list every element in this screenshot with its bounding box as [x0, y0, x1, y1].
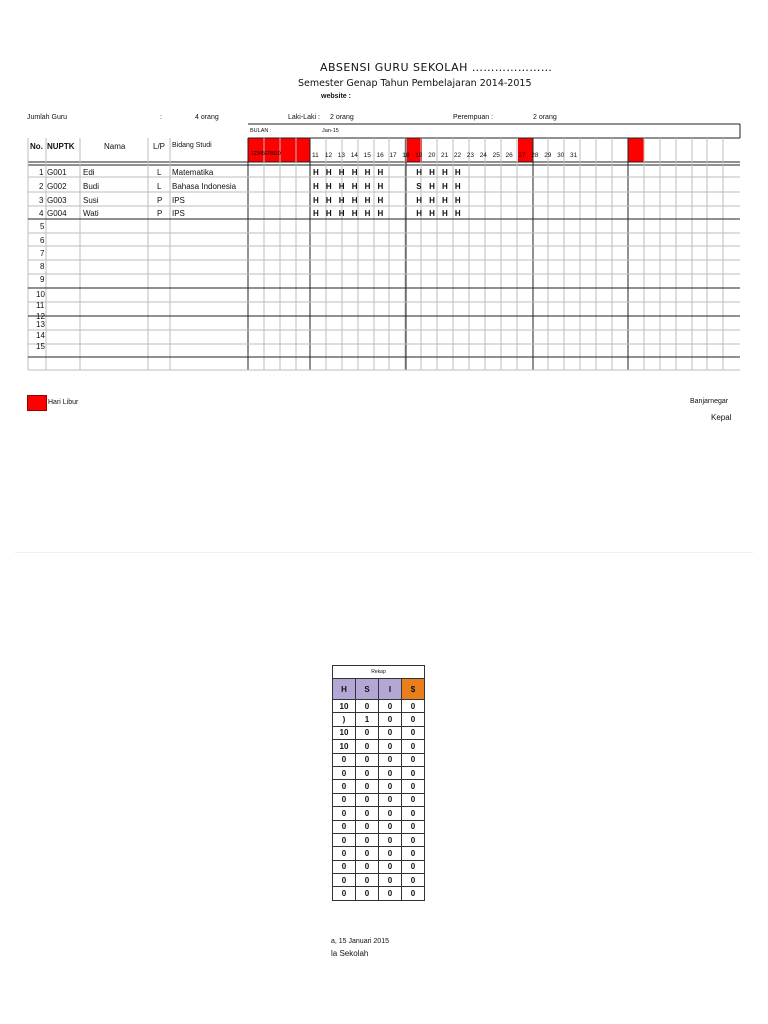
empty-row-number: 7: [40, 249, 45, 258]
day-number: 20: [428, 152, 436, 159]
attendance-mark: H: [377, 196, 384, 205]
rekap-cell: ): [333, 713, 356, 726]
rekap-row: [333, 700, 425, 713]
rekap-cell: 10: [333, 700, 356, 713]
rekap-cell: 0: [402, 820, 425, 833]
rekap-header-a: $: [402, 679, 425, 700]
jumlah-colon: :: [160, 114, 162, 121]
attendance-mark: H: [429, 196, 435, 205]
teacher-name: Susi: [83, 196, 99, 205]
day-number: 21: [441, 152, 449, 159]
teacher-nuptk: G002: [47, 182, 67, 191]
rekap-cell: 0: [333, 807, 356, 820]
attendance-mark: H: [313, 182, 319, 191]
attendance-mark: H: [325, 168, 332, 177]
rekap-cell: 0: [333, 793, 356, 806]
rekap-cell: 0: [379, 740, 402, 753]
signature-title: Kepal: [711, 413, 732, 422]
holiday-legend-swatch: [27, 395, 47, 411]
rekap-cell: 0: [379, 860, 402, 873]
attendance-mark: H: [442, 196, 448, 205]
attendance-mark: H: [325, 209, 332, 218]
attendance-mark: H: [313, 168, 319, 177]
teacher-subject: IPS: [172, 209, 185, 218]
rekap-header-h: H: [333, 679, 356, 700]
attendance-mark: H: [325, 182, 332, 191]
rekap-cell: 0: [402, 807, 425, 820]
rekap-cell: 0: [333, 820, 356, 833]
teacher-name: Edi: [83, 168, 95, 177]
rekap-row: [333, 766, 425, 779]
rekap-row: [333, 726, 425, 739]
attendance-mark: H: [454, 182, 461, 191]
day-number: 27: [518, 152, 526, 159]
rekap-cell: 0: [356, 887, 379, 900]
rekap-cell: 0: [402, 780, 425, 793]
teacher-gender: P: [157, 209, 163, 218]
page-subtitle: Semester Genap Tahun Pembelajaran 2014-2015: [298, 78, 532, 89]
row-number: 3: [39, 196, 44, 205]
laki-laki-label: Laki-Laki :: [288, 114, 320, 121]
rekap-caption: Rekap: [333, 666, 425, 679]
rekap-row: [333, 874, 425, 887]
rekap-cell: 0: [333, 780, 356, 793]
rekap-row: [333, 793, 425, 806]
rekap-cell: 0: [402, 753, 425, 766]
attendance-mark: H: [338, 209, 345, 218]
rekap-cell: 10: [333, 740, 356, 753]
attendance-mark: H: [429, 168, 435, 177]
rekap-cell: 0: [356, 847, 379, 860]
rekap-cell: 0: [379, 713, 402, 726]
rekap-row: [333, 713, 425, 726]
rekap-cell: 0: [333, 887, 356, 900]
col-header-bidang: Bidang Studi: [172, 142, 212, 149]
rekap-row: [333, 753, 425, 766]
page-separator: [15, 552, 753, 553]
rekap-cell: 0: [356, 700, 379, 713]
teacher-subject: IPS: [172, 196, 185, 205]
page-title: ABSENSI GURU SEKOLAH …………………: [320, 61, 553, 74]
rekap-row: [333, 780, 425, 793]
signature-place: Banjarnegar: [690, 398, 729, 405]
attendance-mark: H: [351, 168, 358, 177]
day-number: 31: [570, 152, 578, 159]
rekap-table: [332, 665, 425, 901]
rekap-cell: 0: [356, 740, 379, 753]
rekap-cell: 0: [379, 820, 402, 833]
attendance-mark: H: [364, 209, 371, 218]
day-number: 13: [337, 152, 346, 159]
rekap-row: [333, 860, 425, 873]
rekap-row: [333, 847, 425, 860]
rekap-row: [333, 833, 425, 846]
rekap-cell: 0: [379, 780, 402, 793]
day-number: 23: [466, 152, 475, 159]
teacher-gender: L: [157, 168, 162, 177]
rekap-cell: 0: [402, 833, 425, 846]
rekap-cell: 0: [402, 713, 425, 726]
attendance-mark: H: [454, 209, 461, 218]
attendance-mark: H: [338, 182, 345, 191]
day-number: 26: [505, 152, 513, 159]
attendance-mark: S: [416, 182, 422, 191]
day-number: 14: [350, 152, 358, 159]
day-number: 25: [492, 152, 500, 159]
attendance-mark: H: [454, 196, 461, 205]
rekap-cell: 0: [402, 740, 425, 753]
rekap-cell: 0: [402, 860, 425, 873]
holiday-block-extra: [628, 138, 644, 162]
col-header-nama: Nama: [104, 142, 126, 151]
attendance-mark: H: [416, 209, 422, 218]
rekap-cell: 0: [333, 847, 356, 860]
attendance-mark: H: [338, 196, 345, 205]
teacher-gender: L: [157, 182, 162, 191]
rekap-cell: 0: [379, 766, 402, 779]
day-number: 29: [544, 152, 552, 159]
empty-row-number: 13: [36, 320, 45, 329]
rekap-cell: 0: [333, 766, 356, 779]
attendance-mark: H: [454, 168, 461, 177]
rekap-cell: 0: [356, 807, 379, 820]
attendance-mark: H: [325, 196, 332, 205]
rekap-cell: 0: [333, 860, 356, 873]
attendance-mark: H: [364, 196, 371, 205]
col-header-nuptk: NUPTK: [47, 142, 75, 151]
days-1-to-10: 12345678910: [251, 151, 281, 157]
day-number: 24: [479, 152, 487, 159]
col-header-lp: L/P: [153, 142, 166, 151]
day-number: 18: [402, 152, 410, 159]
rekap-cell: 0: [333, 753, 356, 766]
teacher-name: Wati: [83, 209, 99, 218]
day-number: 17: [389, 152, 397, 159]
attendance-mark: H: [364, 182, 371, 191]
rekap-row: [333, 887, 425, 900]
empty-row-number: 5: [40, 222, 45, 231]
day-number: 28: [531, 152, 539, 159]
attendance-mark: H: [351, 209, 358, 218]
rekap-cell: 0: [356, 860, 379, 873]
rekap-cell: 0: [379, 874, 402, 887]
rekap-cell: 0: [356, 874, 379, 887]
empty-row-number: 12: [36, 312, 45, 321]
holiday-block-days-1-10: [248, 138, 310, 162]
jumlah-guru-value: 4 orang: [195, 114, 219, 121]
bulan-label: BULAN :: [250, 128, 272, 134]
rekap-cell: 0: [379, 700, 402, 713]
empty-row-number: 14: [36, 331, 45, 340]
rekap-cell: 0: [379, 887, 402, 900]
perempuan-label: Perempuan :: [453, 114, 494, 121]
attendance-mark: H: [442, 182, 448, 191]
rekap-cell: 0: [402, 766, 425, 779]
rekap-row: [333, 807, 425, 820]
day-number: 19: [415, 152, 423, 159]
teacher-subject: Matematika: [172, 168, 214, 177]
attendance-mark: H: [338, 168, 345, 177]
rekap-cell: 0: [402, 874, 425, 887]
rekap-header-s: S: [356, 679, 379, 700]
rekap-cell: 0: [356, 793, 379, 806]
rekap-cell: 0: [356, 780, 379, 793]
rekap-cell: 0: [402, 887, 425, 900]
attendance-mark: H: [364, 168, 371, 177]
day-number: 12: [324, 152, 333, 159]
row-number: 2: [39, 182, 44, 191]
jumlah-guru-label: Jumlah Guru: [27, 114, 68, 121]
day-number: 16: [376, 152, 384, 159]
rekap-cell: 0: [379, 726, 402, 739]
rekap-cell: 0: [333, 833, 356, 846]
empty-row-number: 11: [36, 301, 45, 310]
teacher-nuptk: G001: [47, 168, 67, 177]
website-label: website :: [321, 93, 351, 100]
attendance-mark: H: [416, 196, 422, 205]
attendance-mark: H: [442, 209, 448, 218]
rekap-cell: 10: [333, 726, 356, 739]
rekap-cell: 0: [402, 793, 425, 806]
empty-row-number: 6: [40, 236, 45, 245]
teacher-nuptk: G003: [47, 196, 67, 205]
empty-row-number: 15: [36, 342, 45, 351]
signature-date-bottom: a, 15 Januari 2015: [331, 938, 389, 945]
day-number: 15: [363, 152, 371, 159]
rekap-cell: 0: [379, 753, 402, 766]
row-number: 4: [39, 209, 44, 218]
attendance-mark: H: [351, 196, 358, 205]
rekap-cell: 0: [356, 820, 379, 833]
attendance-mark: H: [429, 209, 435, 218]
teacher-nuptk: G004: [47, 209, 67, 218]
rekap-cell: 0: [402, 847, 425, 860]
rekap-row: [333, 820, 425, 833]
rekap-cell: 0: [356, 766, 379, 779]
rekap-row: [333, 740, 425, 753]
rekap-cell: 0: [356, 833, 379, 846]
day-number: 30: [557, 152, 565, 159]
attendance-mark: H: [351, 182, 358, 191]
month-value: Jan-15: [322, 128, 339, 134]
rekap-cell: 0: [379, 793, 402, 806]
empty-row-number: 9: [40, 275, 45, 284]
attendance-mark: H: [377, 182, 384, 191]
empty-row-number: 8: [40, 262, 45, 271]
empty-row-number: 10: [36, 290, 45, 299]
day-number: 22: [453, 152, 462, 159]
signature-title-bottom: la Sekolah: [331, 949, 369, 958]
teacher-gender: P: [157, 196, 163, 205]
laki-laki-value: 2 orang: [330, 114, 354, 121]
rekap-header-i: I: [379, 679, 402, 700]
attendance-mark: H: [377, 209, 384, 218]
attendance-mark: H: [377, 168, 384, 177]
rekap-cell: 0: [333, 874, 356, 887]
attendance-mark: H: [313, 209, 319, 218]
attendance-mark: H: [416, 168, 422, 177]
rekap-cell: 0: [379, 847, 402, 860]
holiday-legend-label: Hari Libur: [48, 399, 79, 406]
perempuan-value: 2 orang: [533, 114, 557, 121]
teacher-name: Budi: [83, 182, 100, 191]
rekap-cell: 0: [356, 753, 379, 766]
day-number: 11: [312, 152, 319, 159]
teacher-subject: Bahasa Indonesia: [172, 182, 237, 191]
attendance-mark: H: [442, 168, 448, 177]
attendance-mark: H: [313, 196, 319, 205]
rekap-cell: 0: [356, 726, 379, 739]
rekap-cell: 0: [379, 833, 402, 846]
attendance-mark: H: [429, 182, 435, 191]
rekap-cell: 1: [356, 713, 379, 726]
rekap-cell: 0: [402, 700, 425, 713]
rekap-cell: 0: [379, 807, 402, 820]
rekap-cell: 0: [402, 726, 425, 739]
row-number: 1: [39, 168, 44, 177]
col-header-no: No.: [30, 142, 43, 151]
